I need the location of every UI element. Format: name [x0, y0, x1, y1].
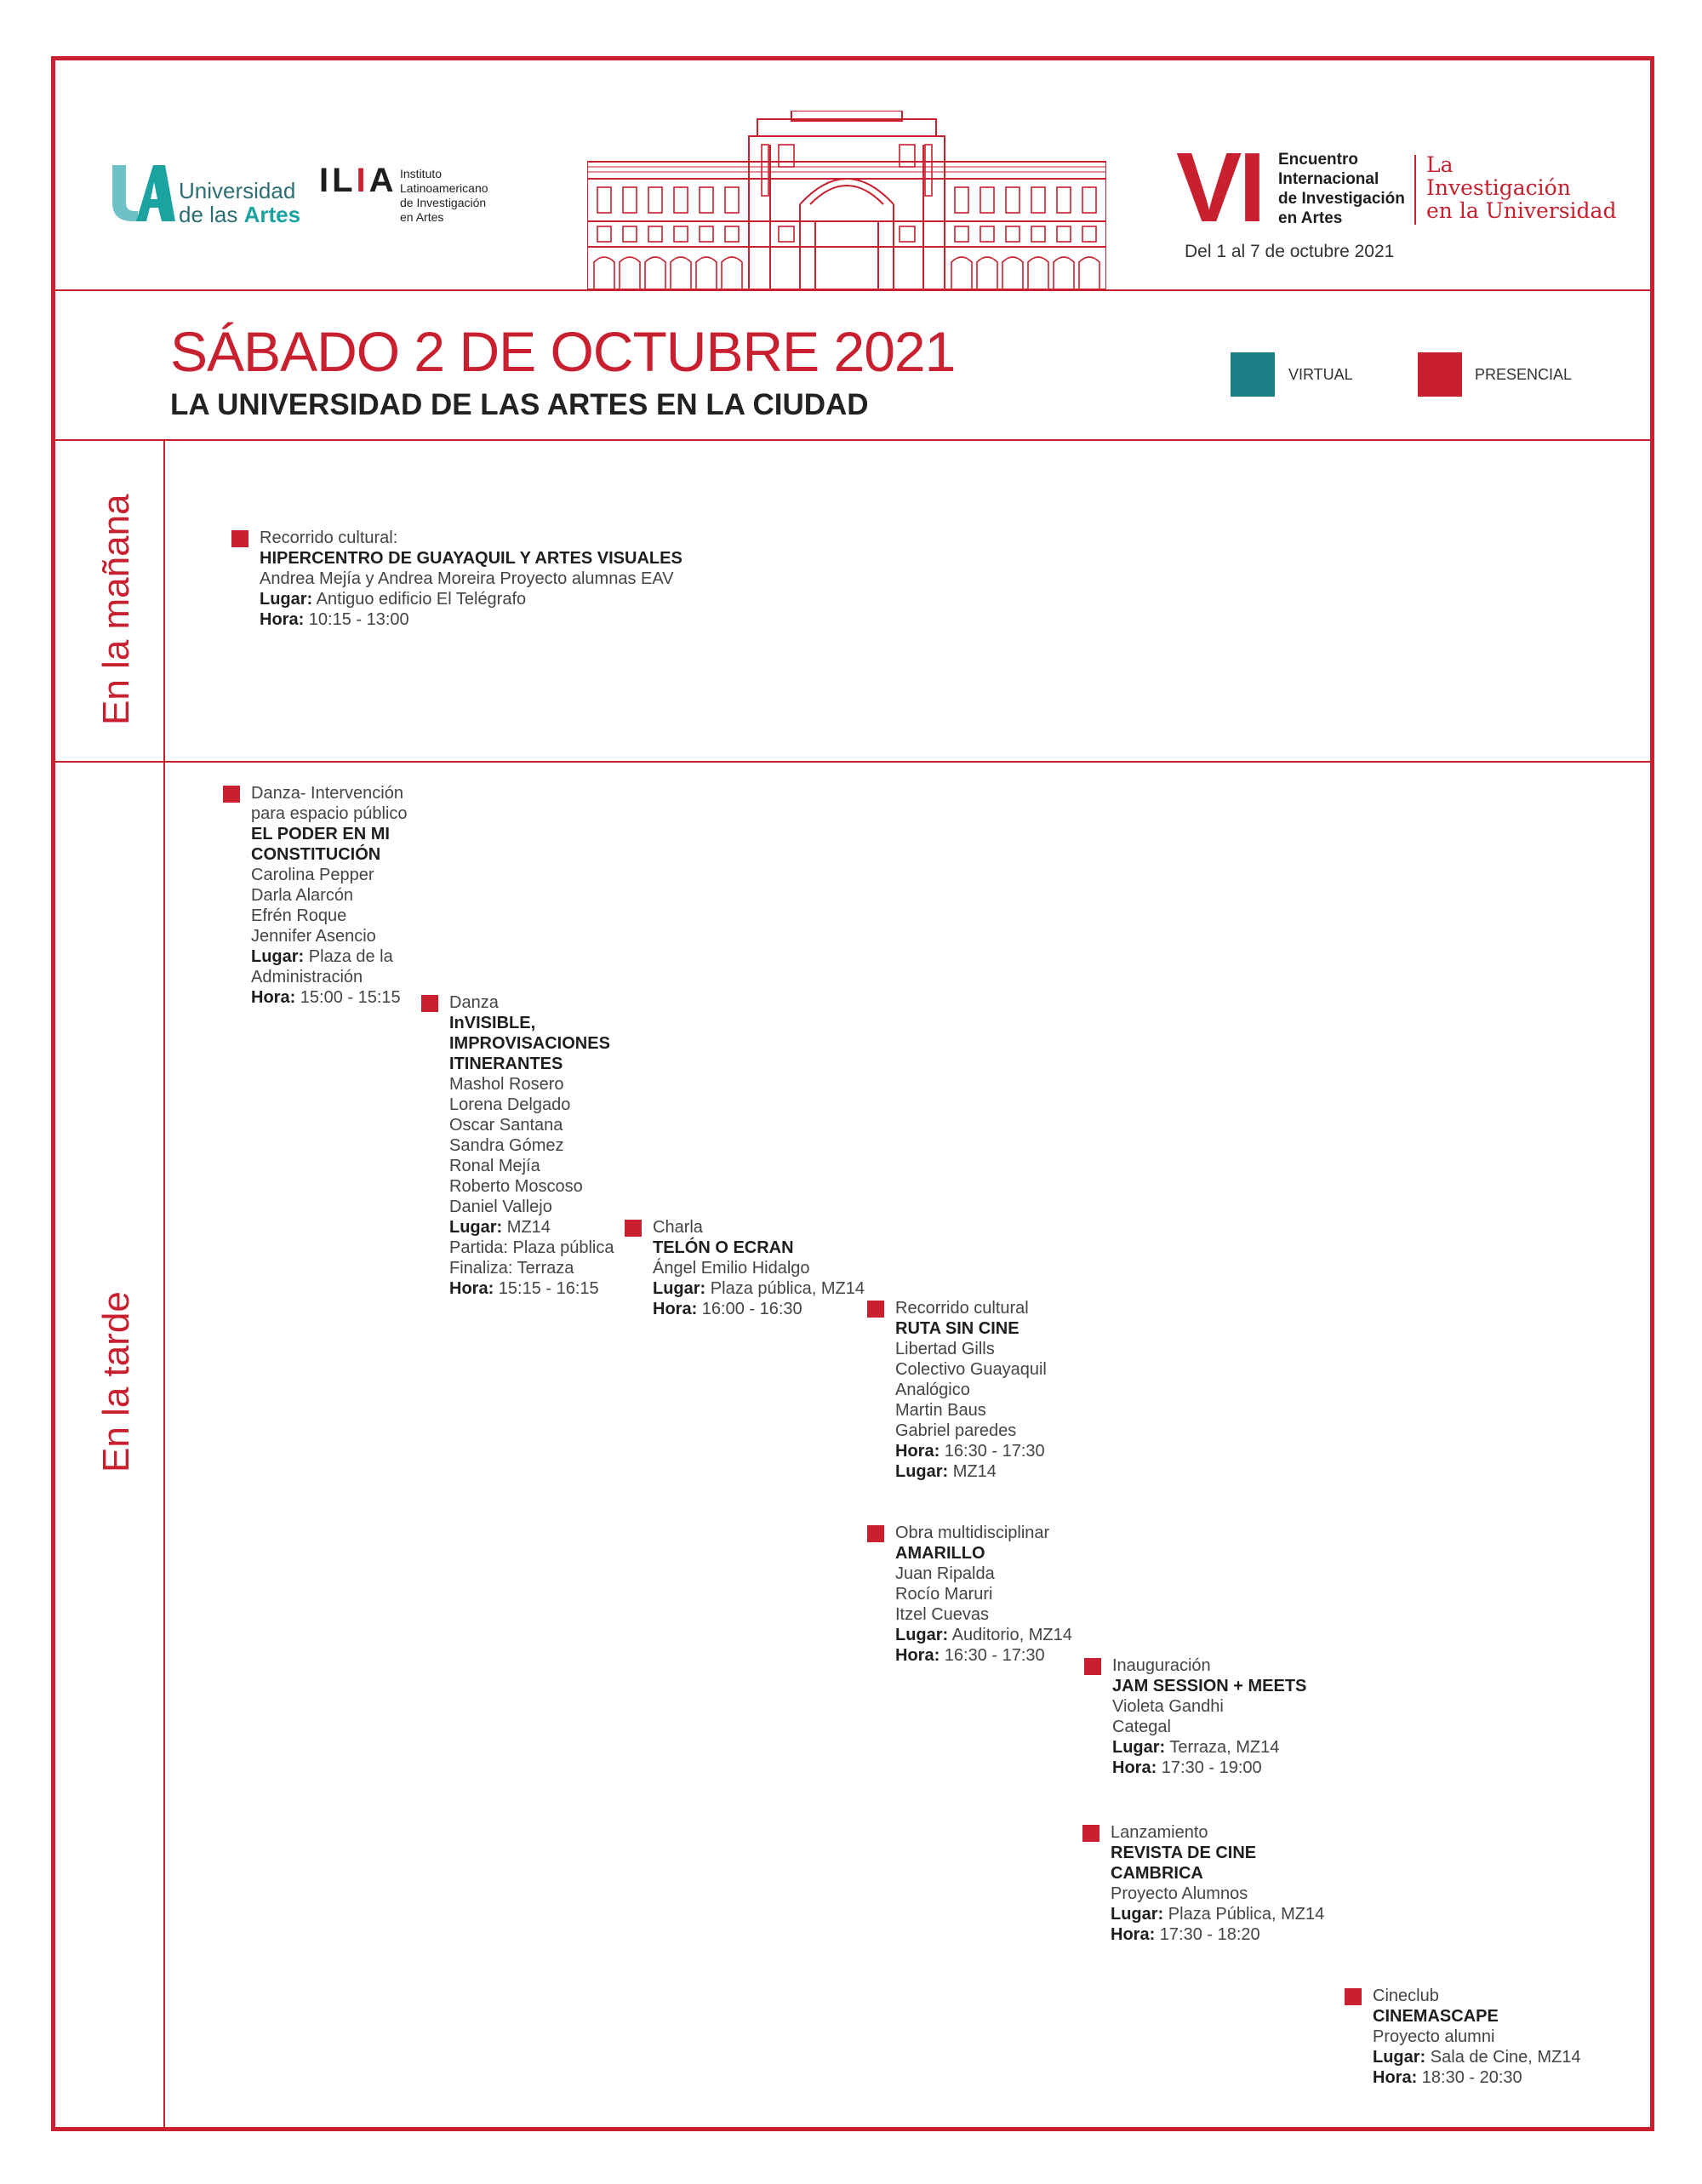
legend-virtual-label: VIRTUAL [1288, 366, 1353, 383]
presencial-marker [421, 995, 438, 1012]
event-amarillo: Obra multidisciplinar AMARILLO Juan Ripalda Rocío Maruri Itzel Cuevas Lugar: Auditorio, MZ14 Hora: 16:30 - 17:30 [895, 1523, 1072, 1666]
page-title: SÁBADO 2 DE OCTUBRE 2021 [170, 320, 956, 383]
event-title: CINEMASCAPE [1373, 2007, 1499, 2026]
ilia-logo-mark: ILIA [319, 162, 397, 199]
presencial-marker [223, 786, 240, 803]
vi-logo-mark: VI [1176, 132, 1263, 243]
event-dates: Del 1 al 7 de octubre 2021 [1185, 242, 1395, 261]
event-invisible: Danza InVISIBLE, IMPROVISACIONES ITINERANTES Mashol Rosero Lorena Delgado Oscar Santana Sandra Gómez Ronal Mejía Roberto Moscoso Daniel Vallejo Lugar: MZ14 Partida: Plaza pública Finaliza: Terraza Hora: 15:15 - 16:15 [449, 992, 614, 1299]
legend-virtual-swatch [1231, 352, 1275, 397]
ua-logo-mark [109, 162, 175, 225]
event-poder-constitucion: Danza- Intervención para espacio público EL PODER EN MI CONSTITUCIÓN Carolina Pepper Darla Alarcón Efrén Roque Jennifer Asencio Lugar: Plaza de la Administración Hora: 15:00 - 15:15 [251, 783, 407, 1008]
header-divider [51, 289, 1654, 291]
event-title: EL PODER EN MI [251, 825, 390, 843]
event-title: RUTA SIN CINE [895, 1319, 1019, 1338]
presencial-marker [231, 530, 248, 547]
presencial-marker [1084, 1658, 1101, 1675]
event-title: InVISIBLE, [449, 1014, 536, 1032]
event-title: TELÓN O ECRAN [653, 1238, 794, 1257]
section-label-divider [163, 439, 165, 2131]
title-divider [51, 439, 1654, 441]
legend-presencial-swatch [1418, 352, 1462, 397]
presencial-marker [867, 1525, 884, 1542]
event-title: REVISTA DE CINE [1111, 1844, 1257, 1862]
section-divider [51, 761, 1654, 763]
ilia-name: Instituto Latinoamericano de Investigación en Artes [400, 167, 488, 224]
event-jam-session: Inauguración JAM SESSION + MEETS Violeta Gandhi Categal Lugar: Terraza, MZ14 Hora: 17:30 - 19:00 [1112, 1655, 1306, 1778]
ua-name: Universidad de las Artes [179, 178, 301, 227]
building-illustration [587, 111, 1106, 289]
event-hipercentro: Recorrido cultural: HIPERCENTRO DE GUAYAQUIL Y ARTES VISUALES Andrea Mejía y Andrea Moreira Proyecto alumnas EAV Lugar: Antiguo edificio El Telégrafo Hora: 10:15 - 13:00 [260, 528, 683, 630]
event-title: AMARILLO [895, 1544, 985, 1563]
presencial-marker [867, 1301, 884, 1318]
event-telon-ecran: Charla TELÓN O ECRAN Ángel Emilio Hidalgo Lugar: Plaza pública, MZ14 Hora: 16:00 - 16:30 [653, 1217, 865, 1319]
logo-separator [1414, 155, 1416, 225]
event-title: HIPERCENTRO DE GUAYAQUIL Y ARTES VISUALES [260, 549, 683, 568]
legend-presencial-label: PRESENCIAL [1475, 366, 1573, 383]
event-cinemascape: Cineclub CINEMASCAPE Proyecto alumni Lugar: Sala de Cine, MZ14 Hora: 18:30 - 20:30 [1373, 1986, 1581, 2088]
presencial-marker [625, 1220, 642, 1237]
section-label-morning: En la mañana [95, 494, 137, 725]
event-title: JAM SESSION + MEETS [1112, 1677, 1307, 1695]
event-revista-cambrica: Lanzamiento REVISTA DE CINE CAMBRICA Proyecto Alumnos Lugar: Plaza Pública, MZ14 Hora: 17:30 - 18:20 [1111, 1822, 1324, 1945]
page-subtitle: LA UNIVERSIDAD DE LAS ARTES EN LA CIUDAD [170, 388, 869, 421]
section-label-afternoon: En la tarde [95, 1291, 137, 1472]
encuentro-name: Encuentro Internacional de Investigación en Artes [1278, 151, 1405, 227]
event-ruta-sin-cine: Recorrido cultural RUTA SIN CINE Libertad Gills Colectivo Guayaquil Analógico Martin Baus Gabriel paredes Hora: 16:30 - 17:30 Lugar: MZ14 [895, 1298, 1047, 1482]
presencial-marker [1345, 1988, 1362, 2005]
presencial-marker [1082, 1825, 1099, 1842]
tagline: La Investigación en la Universidad [1426, 152, 1617, 223]
